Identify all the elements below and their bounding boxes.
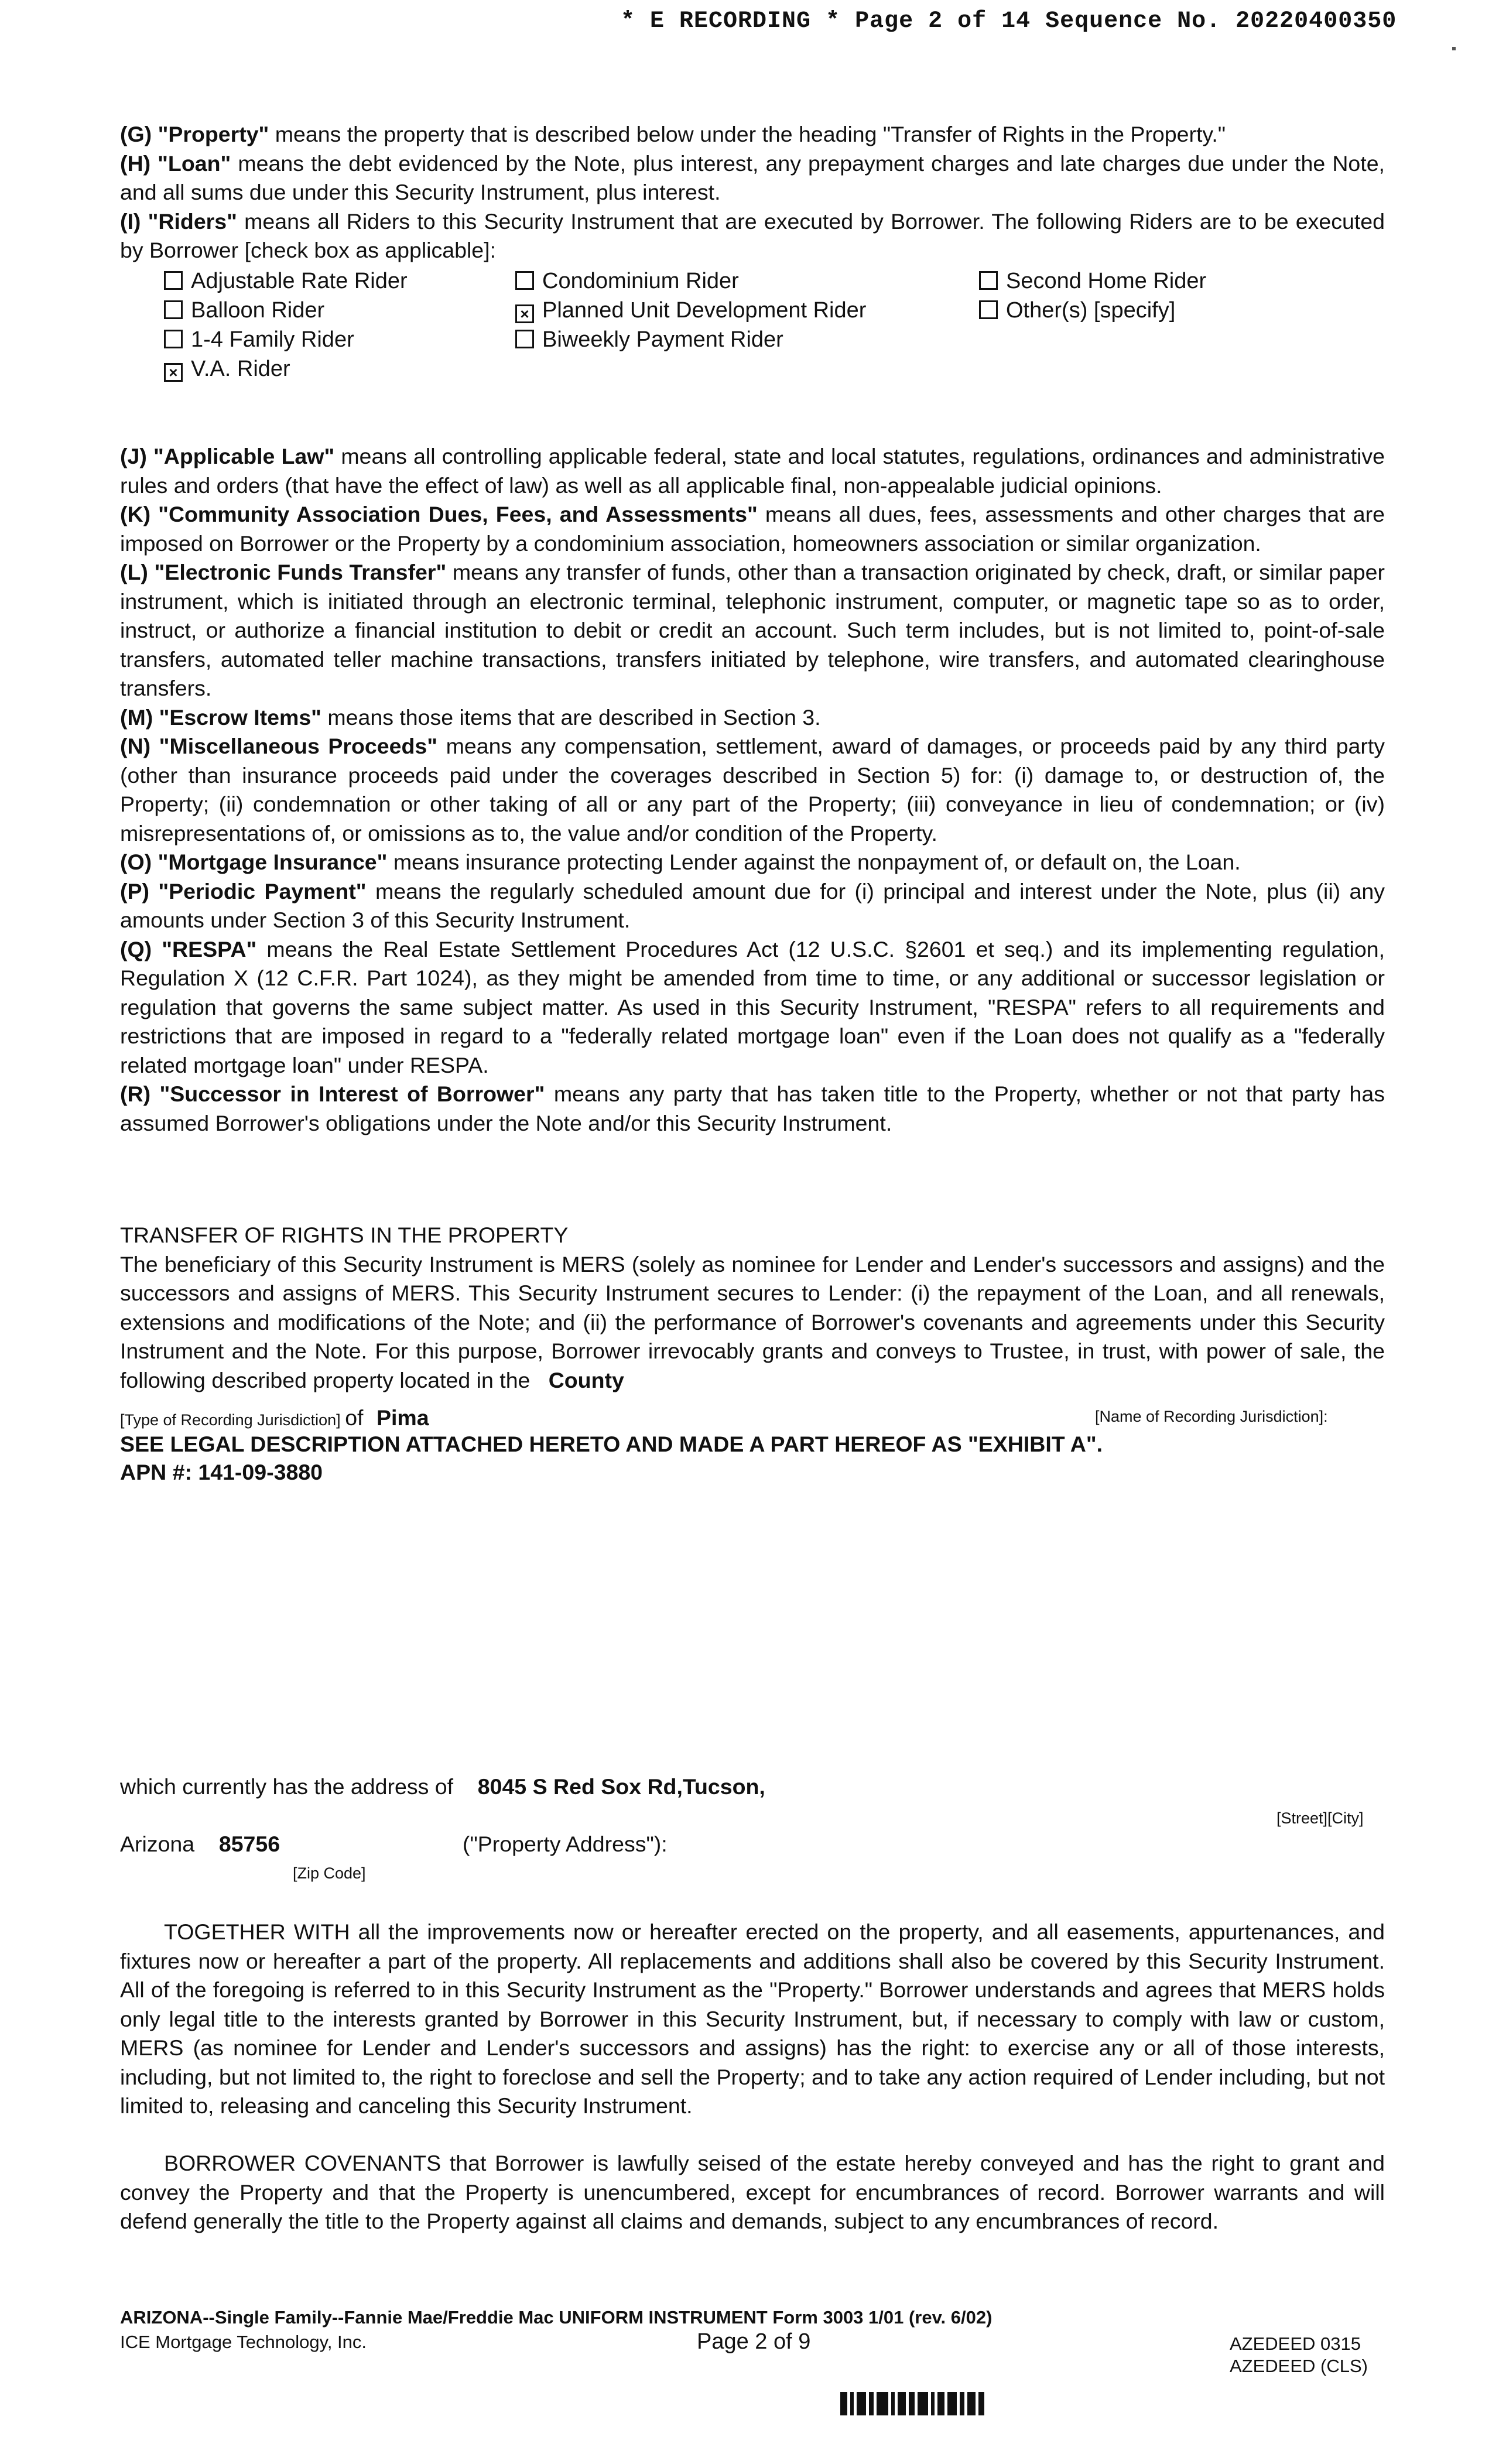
definition-respa: (Q) "RESPA" means the Real Estate Settlement Procedures Act (12 U.S.C. §2601 et seq.) and its implementing regulation, Regulation X (12 C.F.R. Part 1024), as they might be amended from time to time, or any additional or successor legislation or regulation that governs the same subject matter. As used in this Security Instrument, "RESPA" refers to all requirements and restrictions that are imposed in regard to a "federally related mortgage loan" even if the Loan does not qualify as a "federally related mortgage loan" under RESPA.: [120, 936, 1385, 1077]
name-of-jurisdiction-note: [Name of Recording Jurisdiction]:: [1095, 1408, 1328, 1425]
property-address-label: ("Property Address"):: [463, 1832, 668, 1856]
type-of-jurisdiction-note: [Type of Recording Jurisdiction]: [120, 1411, 341, 1429]
state: Arizona: [120, 1832, 195, 1856]
definition-applicable-law: (J) "Applicable Law" means all controlling applicable federal, state and local statutes, regulations, ordinances and administrative rules and orders (that have the effect of law) as well as all applicable final, non-appealable judicial opinions.: [120, 444, 1385, 498]
checkbox[interactable]: [164, 271, 183, 290]
together-with-text: TOGETHER WITH all the improvements now or hereafter erected on the property, and all easements, appurtenances, and fixtures now or hereafter a part of the property. All replacements and additions shall also be covered by this Security Instrument. All of the foregoing is referred to in this Security Instrument as the "Property." Borrower understands and agrees that MERS holds only legal title to the interests granted by Borrower in this Security Instrument, but, if necessary to comply with law or custom, MERS (as nominee for Lender and Lender's successors and assigns) has the right: to exercise any or all of those interests, including, but not limited to, the right to foreclose and sell the Property; and to take any action required of Lender including, but not limited to, releasing and canceling this Security Instrument.: [120, 1919, 1385, 2118]
address-intro: which currently has the address of: [120, 1774, 454, 1799]
checkbox[interactable]: [979, 300, 998, 319]
rider-second-home[interactable]: Second Home Rider: [979, 266, 1206, 296]
footer-company: ICE Mortgage Technology, Inc.: [120, 2332, 367, 2352]
address-line: [120, 1774, 765, 1799]
covenants-paragraph: [120, 2149, 1385, 2236]
recording-header: * E RECORDING * Page 2 of 14 Sequence No. 20220400350: [621, 8, 1397, 35]
transfer-section: [120, 1221, 1385, 1395]
apn-number: APN #: 141-09-3880: [120, 1460, 323, 1484]
checkbox-checked[interactable]: ×: [515, 304, 534, 323]
definition-loan: (H) "Loan" means the debt evidenced by the Note, plus interest, any prepayment charges and late charges due under the Note, and all sums due under this Security Instrument, plus interest.: [120, 150, 1385, 204]
legal-description: SEE LEGAL DESCRIPTION ATTACHED HERETO AND MADE A PART HEREOF AS "EXHIBIT A".: [120, 1432, 1103, 1456]
definitions-main: [120, 442, 1385, 1138]
definition-miscellaneous-proceeds: (N) "Miscellaneous Proceeds" means any compensation, settlement, award of damages, or proceeds paid by any third party (other than insurance proceeds paid under the coverages described in Section 5) for: (i) damage to, or destruction of, the Property; (ii) condemnation or other taking of all or any part of the Property; (iii) conveyance in lieu of condemnation; or (iv) misrepresentations of, or omissions as to, the value and/or condition of the Property.: [120, 734, 1385, 846]
jurisdiction-type: County: [548, 1367, 624, 1392]
rider-planned-unit-development[interactable]: × Planned Unit Development Rider: [515, 296, 866, 325]
checkbox[interactable]: [164, 300, 183, 319]
definition-mortgage-insurance: (O) "Mortgage Insurance" means insurance protecting Lender against the nonpayment of, or default on, the Loan.: [120, 850, 1241, 874]
checkbox[interactable]: [164, 330, 183, 348]
rider-va[interactable]: × V.A. Rider: [164, 354, 290, 384]
footer-form: ARIZONA--Single Family--Fannie Mae/Freddie Mac UNIFORM INSTRUMENT Form 3003 1/01 (rev. 6/02): [120, 2307, 993, 2328]
rider-other[interactable]: Other(s) [specify]: [979, 296, 1175, 325]
definition-community-association-dues: (K) "Community Association Dues, Fees, and Assessments" means all dues, fees, assessments and other charges that are imposed on Borrower or the Property by a condominium association, homeowners association or similar organization.: [120, 502, 1385, 556]
definition-riders: (I) "Riders" means all Riders to this Security Instrument that are executed by Borrower. The following Riders are to be executed by Borrower [check box as applicable]:: [120, 208, 1385, 262]
transfer-body: The beneficiary of this Security Instrument is MERS (solely as nominee for Lender and Lender's successors and assigns) and the successors and assigns of MERS. This Security Instrument secures to Lender: (i) the repayment of the Loan, and all renewals, extensions and modifications of the Note; and (ii) the performance of Borrower's covenants and agreements under this Security Instrument and the Note. For this purpose, Borrower irrevocably grants and conveys to Trustee, in trust, with power of sale, the following described property located in the County: [120, 1251, 1385, 1392]
state-zip-line: [120, 1832, 280, 1857]
checkbox[interactable]: [979, 271, 998, 290]
barcode: [840, 2392, 984, 2415]
street-city: 8045 S Red Sox Rd,Tucson,: [477, 1774, 765, 1799]
checkbox-checked[interactable]: ×: [164, 363, 183, 382]
rider-condominium[interactable]: Condominium Rider: [515, 266, 739, 296]
definition-escrow-items: (M) "Escrow Items" means those items that are described in Section 3.: [120, 704, 821, 730]
rider-1-4-family[interactable]: 1-4 Family Rider: [164, 325, 354, 354]
together-with-paragraph: [120, 1918, 1385, 2121]
jurisdiction-line: [120, 1405, 429, 1431]
of-word: of: [345, 1405, 364, 1430]
jurisdiction-name: Pima: [377, 1405, 429, 1430]
street-city-note: [Street][City]: [1276, 1809, 1364, 1827]
definition-periodic-payment: (P) "Periodic Payment" means the regularly scheduled amount due for (i) principal and interest under the Note, plus (ii) any amounts under Section 3 of this Security Instrument.: [120, 878, 1385, 932]
footer-code-1: AZEDEED 0315: [1230, 2333, 1361, 2354]
scan-mark: [1452, 47, 1456, 50]
footer-code-2: AZEDEED (CLS): [1230, 2356, 1368, 2376]
zip-code: 85756: [218, 1832, 280, 1856]
definition-successor-in-interest: (R) "Successor in Interest of Borrower" means any party that has taken title to the Property, whether or not that party has assumed Borrower's obligations under the Note and/or this Security Instrument.: [120, 1082, 1385, 1135]
transfer-heading: TRANSFER OF RIGHTS IN THE PROPERTY: [120, 1223, 569, 1247]
definitions-top: [120, 120, 1385, 265]
footer-page-number: Page 2 of 9: [697, 2329, 811, 2354]
rider-balloon[interactable]: Balloon Rider: [164, 296, 324, 325]
definition-electronic-funds-transfer: (L) "Electronic Funds Transfer" means any transfer of funds, other than a transaction originated by check, draft, or similar paper instrument, which is initiated through an electronic terminal, telephonic instrument, computer, or magnetic tape so as to order, instruct, or authorize a financial institution to debit or credit an account. Such term includes, but is not limited to, point-of-sale transfers, automated teller machine transactions, transfers initiated by telephone, wire transfers, and automated clearinghouse transfers.: [120, 560, 1385, 700]
covenants-text: BORROWER COVENANTS that Borrower is lawfully seised of the estate hereby conveyed and has the right to grant and convey the Property and that the Property is unencumbered, except for encumbrances of record. Borrower warrants and will defend generally the title to the Property against all claims and demands, subject to any encumbrances of record.: [120, 2151, 1385, 2233]
checkbox[interactable]: [515, 330, 534, 348]
checkbox[interactable]: [515, 271, 534, 290]
rider-biweekly-payment[interactable]: Biweekly Payment Rider: [515, 325, 783, 354]
definition-property: (G) "Property" means the property that is described below under the heading "Transfer of Rights in the Property.": [120, 122, 1226, 146]
zip-code-note: [Zip Code]: [293, 1864, 366, 1882]
rider-adjustable-rate[interactable]: Adjustable Rate Rider: [164, 266, 408, 296]
